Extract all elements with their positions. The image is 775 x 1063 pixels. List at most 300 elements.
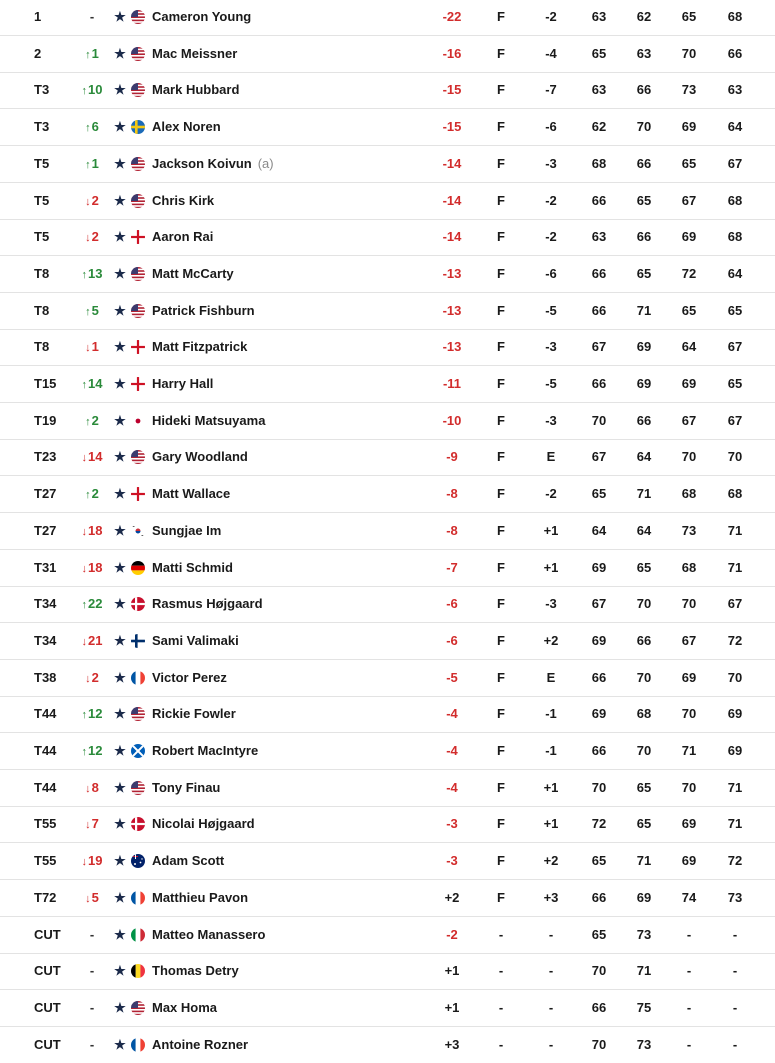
arrow-down-icon: ↓ bbox=[81, 856, 88, 869]
position-cell: T8 bbox=[34, 339, 50, 355]
round-2-score: 66 bbox=[636, 412, 652, 428]
arrow-down-icon: ↓ bbox=[81, 562, 88, 575]
star-icon[interactable]: ★ bbox=[114, 9, 126, 24]
japan-flag-icon bbox=[131, 414, 145, 428]
position-cell: CUT bbox=[34, 1036, 61, 1052]
today-score: +2 bbox=[543, 853, 559, 869]
player-row[interactable] bbox=[0, 36, 775, 72]
movement-value: 14 bbox=[88, 449, 103, 465]
player-name-text[interactable]: Sami Valimaki bbox=[152, 632, 239, 648]
position-cell: T19 bbox=[34, 412, 57, 428]
total-to-par: -3 bbox=[446, 816, 458, 832]
player-name-text[interactable]: Mark Hubbard bbox=[152, 82, 240, 98]
arrow-up-icon: ↑ bbox=[85, 122, 91, 135]
usa-flag-icon bbox=[131, 781, 145, 795]
player-name[interactable] bbox=[152, 660, 227, 696]
round-2-score: 65 bbox=[636, 265, 652, 281]
movement-value: 2 bbox=[91, 486, 99, 502]
star-icon[interactable]: ★ bbox=[114, 1036, 126, 1052]
arrow-up-icon: ↑ bbox=[85, 489, 91, 502]
round-4-score: 68 bbox=[727, 9, 743, 24]
sweden-flag-icon bbox=[131, 120, 145, 134]
player-row[interactable] bbox=[0, 843, 775, 879]
round-4-score: - bbox=[732, 999, 738, 1015]
star-icon[interactable]: ★ bbox=[114, 265, 126, 281]
round-1-score: 63 bbox=[591, 229, 607, 245]
arrow-down-icon: ↓ bbox=[81, 452, 88, 465]
round-3-score: 72 bbox=[681, 265, 697, 281]
round-1-score: 69 bbox=[591, 559, 607, 575]
player-row[interactable] bbox=[0, 623, 775, 659]
player-name[interactable] bbox=[152, 476, 230, 512]
player-name[interactable] bbox=[152, 366, 213, 402]
today-score: +2 bbox=[543, 632, 559, 648]
total-to-par: -5 bbox=[446, 669, 458, 685]
star-icon[interactable]: ★ bbox=[114, 559, 126, 575]
round-4-score: 72 bbox=[727, 632, 743, 648]
star-icon[interactable]: ★ bbox=[114, 229, 126, 245]
player-name-text[interactable]: Matt Wallace bbox=[152, 486, 231, 502]
star-icon[interactable]: ★ bbox=[114, 376, 126, 391]
player-name-text[interactable]: Adam Scott bbox=[152, 853, 225, 869]
today-score: -4 bbox=[545, 45, 557, 61]
total-to-par: -8 bbox=[446, 486, 458, 502]
player-name-text[interactable]: Mac Meissner bbox=[152, 45, 238, 61]
round-1-score: 63 bbox=[591, 9, 607, 24]
round-4-score: 63 bbox=[727, 82, 743, 98]
thru-cell: F bbox=[497, 779, 505, 795]
thru-cell: - bbox=[498, 999, 504, 1015]
player-name[interactable] bbox=[152, 293, 255, 329]
player-row[interactable] bbox=[0, 72, 775, 108]
round-2-score: 70 bbox=[636, 669, 652, 685]
today-score: -3 bbox=[545, 155, 557, 171]
position-cell: CUT bbox=[34, 926, 61, 942]
round-4-score: 67 bbox=[727, 596, 743, 612]
total-to-par: -15 bbox=[442, 119, 462, 135]
player-name[interactable] bbox=[152, 733, 258, 769]
round-2-score: 70 bbox=[636, 596, 652, 612]
thru-cell: - bbox=[498, 926, 504, 942]
player-name[interactable] bbox=[152, 1027, 248, 1063]
position-cell: T27 bbox=[34, 522, 57, 538]
movement-value: - bbox=[89, 1036, 95, 1052]
arrow-down-icon: ↓ bbox=[85, 892, 91, 905]
player-name-text[interactable]: Matt McCarty bbox=[152, 265, 234, 281]
position-cell: T55 bbox=[34, 816, 57, 832]
player-name-text[interactable]: Nicolai Højgaard bbox=[152, 816, 255, 832]
player-row[interactable] bbox=[0, 586, 775, 622]
round-3-score: - bbox=[686, 926, 692, 942]
player-name-text[interactable]: Max Homa bbox=[152, 999, 218, 1015]
movement-value: 2 bbox=[91, 669, 99, 685]
player-name[interactable] bbox=[152, 990, 217, 1026]
round-2-score: 71 bbox=[636, 853, 652, 869]
belgium-flag-icon bbox=[131, 964, 145, 978]
star-icon[interactable]: ★ bbox=[114, 999, 126, 1015]
position-cell: T27 bbox=[34, 486, 57, 502]
today-score: -1 bbox=[545, 743, 557, 758]
round-4-score: 68 bbox=[727, 229, 743, 245]
position-cell: T5 bbox=[34, 229, 50, 245]
star-icon[interactable]: ★ bbox=[114, 155, 126, 171]
round-2-score: 69 bbox=[636, 889, 652, 905]
thru-cell: F bbox=[497, 706, 505, 722]
usa-flag-icon bbox=[131, 450, 145, 464]
position-cell: T31 bbox=[34, 559, 57, 575]
germany-flag-icon bbox=[131, 561, 145, 575]
player-name[interactable] bbox=[152, 953, 239, 989]
england-flag-icon bbox=[131, 230, 145, 244]
today-score: - bbox=[548, 999, 554, 1015]
round-3-score: 69 bbox=[681, 119, 697, 135]
player-row[interactable] bbox=[0, 806, 775, 842]
round-4-score: 64 bbox=[727, 119, 743, 135]
thru-cell: - bbox=[498, 963, 504, 979]
round-1-score: 65 bbox=[591, 45, 607, 61]
movement-value: 8 bbox=[91, 779, 99, 795]
player-row[interactable] bbox=[0, 439, 775, 475]
player-name-text[interactable]: Antoine Rozner bbox=[152, 1036, 249, 1052]
star-icon[interactable]: ★ bbox=[114, 339, 126, 355]
movement-value: 2 bbox=[91, 412, 99, 428]
star-icon[interactable]: ★ bbox=[114, 82, 126, 98]
thru-cell: F bbox=[497, 192, 505, 208]
star-icon[interactable]: ★ bbox=[114, 596, 126, 612]
player-name[interactable] bbox=[152, 513, 221, 549]
position-cell: T15 bbox=[34, 376, 57, 391]
usa-flag-icon bbox=[131, 304, 145, 318]
star-icon[interactable]: ★ bbox=[114, 412, 126, 428]
total-to-par: +2 bbox=[444, 889, 460, 905]
round-3-score: 69 bbox=[681, 376, 697, 391]
star-icon[interactable]: ★ bbox=[114, 192, 126, 208]
player-name[interactable] bbox=[152, 219, 213, 255]
star-icon[interactable]: ★ bbox=[114, 816, 126, 832]
round-2-score: 66 bbox=[636, 155, 652, 171]
player-name-text[interactable]: Harry Hall bbox=[152, 376, 214, 391]
france-flag-icon bbox=[131, 671, 145, 685]
player-name[interactable] bbox=[152, 146, 274, 182]
round-3-score: 67 bbox=[681, 632, 697, 648]
star-icon[interactable]: ★ bbox=[114, 632, 126, 648]
player-name[interactable] bbox=[152, 183, 214, 219]
round-4-score: 68 bbox=[727, 192, 743, 208]
amateur-badge: (a) bbox=[257, 155, 274, 171]
movement-value: 1 bbox=[91, 339, 99, 355]
thru-cell: F bbox=[497, 82, 505, 98]
position-cell: T44 bbox=[34, 743, 57, 758]
finland-flag-icon bbox=[131, 634, 145, 648]
total-to-par: -6 bbox=[446, 632, 458, 648]
round-2-score: 64 bbox=[636, 449, 652, 465]
thru-cell: F bbox=[497, 559, 505, 575]
round-3-score: 69 bbox=[681, 229, 697, 245]
player-name-text[interactable]: Alex Noren bbox=[152, 119, 221, 135]
movement-value: 2 bbox=[91, 192, 99, 208]
player-name[interactable] bbox=[152, 917, 265, 953]
player-row[interactable] bbox=[0, 990, 775, 1026]
thru-cell: F bbox=[497, 596, 505, 612]
round-4-score: 65 bbox=[727, 376, 743, 391]
player-row[interactable] bbox=[0, 550, 775, 586]
round-3-score: 69 bbox=[681, 669, 697, 685]
round-4-score: 67 bbox=[727, 412, 743, 428]
round-4-score: 65 bbox=[727, 302, 743, 318]
player-name-text[interactable]: Hideki Matsuyama bbox=[152, 412, 266, 428]
today-score: -3 bbox=[545, 596, 557, 612]
movement-value: - bbox=[89, 926, 95, 942]
player-row[interactable] bbox=[0, 733, 775, 769]
player-name-text[interactable]: Victor Perez bbox=[152, 669, 227, 685]
player-name[interactable] bbox=[152, 623, 239, 659]
thru-cell: F bbox=[497, 45, 505, 61]
italy-flag-icon bbox=[131, 928, 145, 942]
position-cell: 2 bbox=[34, 45, 42, 61]
round-4-score: 71 bbox=[727, 779, 743, 795]
player-row[interactable] bbox=[0, 917, 775, 953]
player-row[interactable] bbox=[0, 293, 775, 329]
total-to-par: +1 bbox=[444, 963, 460, 979]
denmark-flag-icon bbox=[131, 597, 145, 611]
movement-value: 12 bbox=[88, 743, 103, 758]
movement-value: 18 bbox=[88, 559, 103, 575]
star-icon[interactable]: ★ bbox=[114, 449, 126, 465]
round-2-score: 71 bbox=[636, 486, 652, 502]
movement-value: 6 bbox=[91, 119, 99, 135]
star-icon[interactable]: ★ bbox=[114, 889, 126, 905]
movement-value: - bbox=[89, 963, 95, 979]
arrow-up-icon: ↑ bbox=[85, 48, 91, 61]
player-name[interactable] bbox=[152, 550, 233, 586]
player-row[interactable] bbox=[0, 366, 775, 402]
player-name[interactable] bbox=[152, 770, 220, 806]
player-name-text[interactable]: Chris Kirk bbox=[152, 192, 215, 208]
today-score: +1 bbox=[543, 779, 559, 795]
usa-flag-icon bbox=[131, 10, 145, 24]
today-score: +1 bbox=[543, 816, 559, 832]
player-row[interactable] bbox=[0, 476, 775, 512]
arrow-up-icon: ↑ bbox=[81, 268, 88, 281]
thru-cell: F bbox=[497, 853, 505, 869]
round-2-score: 73 bbox=[636, 1036, 652, 1052]
player-row[interactable] bbox=[0, 256, 775, 292]
player-name-text[interactable]: Robert MacIntyre bbox=[152, 743, 259, 758]
position-cell: T72 bbox=[34, 889, 57, 905]
round-4-score: 69 bbox=[727, 743, 743, 758]
round-2-score: 66 bbox=[636, 632, 652, 648]
player-row[interactable] bbox=[0, 403, 775, 439]
today-score: -3 bbox=[545, 339, 557, 355]
round-1-score: 67 bbox=[591, 449, 607, 465]
player-name[interactable] bbox=[152, 329, 247, 365]
round-1-score: 67 bbox=[591, 596, 607, 612]
total-to-par: -14 bbox=[442, 229, 462, 245]
round-1-score: 65 bbox=[591, 926, 607, 942]
star-icon[interactable]: ★ bbox=[114, 743, 126, 758]
player-row[interactable] bbox=[0, 329, 775, 365]
round-3-score: 68 bbox=[681, 486, 697, 502]
round-1-score: 65 bbox=[591, 853, 607, 869]
round-3-score: 67 bbox=[681, 412, 697, 428]
round-2-score: 65 bbox=[636, 816, 652, 832]
player-name-text[interactable]: Sungjae Im bbox=[152, 522, 222, 538]
thru-cell: F bbox=[497, 743, 505, 758]
star-icon[interactable]: ★ bbox=[114, 522, 126, 538]
usa-flag-icon bbox=[131, 83, 145, 97]
total-to-par: -13 bbox=[442, 339, 462, 355]
movement-value: 12 bbox=[88, 706, 103, 722]
thru-cell: F bbox=[497, 265, 505, 281]
total-to-par: -15 bbox=[442, 82, 462, 98]
position-cell: T3 bbox=[34, 82, 50, 98]
thru-cell: F bbox=[497, 889, 505, 905]
player-row[interactable] bbox=[0, 953, 775, 989]
thru-cell: F bbox=[497, 9, 505, 24]
player-name-text[interactable]: Matteo Manassero bbox=[152, 926, 266, 942]
round-3-score: - bbox=[686, 963, 692, 979]
round-3-score: 73 bbox=[681, 82, 697, 98]
round-4-score: 73 bbox=[727, 889, 743, 905]
movement-value: 14 bbox=[88, 376, 103, 391]
thru-cell: - bbox=[498, 1036, 504, 1052]
star-icon[interactable]: ★ bbox=[114, 119, 126, 135]
player-row[interactable] bbox=[0, 696, 775, 732]
player-name[interactable] bbox=[152, 0, 251, 35]
star-icon[interactable]: ★ bbox=[114, 853, 126, 869]
player-name-text[interactable]: Tony Finau bbox=[152, 779, 221, 795]
player-name-text[interactable]: Rickie Fowler bbox=[152, 706, 236, 722]
player-row[interactable] bbox=[0, 660, 775, 696]
star-icon[interactable]: ★ bbox=[114, 669, 126, 685]
star-icon[interactable]: ★ bbox=[114, 779, 126, 795]
thru-cell: F bbox=[497, 486, 505, 502]
player-name-text[interactable]: Gary Woodland bbox=[152, 449, 248, 465]
player-name[interactable] bbox=[152, 880, 248, 916]
round-3-score: 70 bbox=[681, 596, 697, 612]
usa-flag-icon bbox=[131, 1001, 145, 1015]
player-name[interactable] bbox=[152, 696, 236, 732]
round-1-score: 67 bbox=[591, 339, 607, 355]
player-row[interactable] bbox=[0, 0, 775, 35]
star-icon[interactable]: ★ bbox=[114, 302, 126, 318]
today-score: +3 bbox=[543, 889, 559, 905]
total-to-par: -2 bbox=[446, 926, 458, 942]
player-name-text[interactable]: Cameron Young bbox=[152, 9, 252, 24]
star-icon[interactable]: ★ bbox=[114, 486, 126, 502]
player-row[interactable] bbox=[0, 219, 775, 255]
star-icon[interactable]: ★ bbox=[114, 963, 126, 979]
movement-value: 19 bbox=[88, 853, 103, 869]
movement-value: - bbox=[89, 9, 95, 24]
thru-cell: F bbox=[497, 449, 505, 465]
player-name[interactable] bbox=[152, 806, 255, 842]
round-2-score: 75 bbox=[636, 999, 652, 1015]
movement-value: 18 bbox=[88, 522, 103, 538]
thru-cell: F bbox=[497, 816, 505, 832]
round-1-score: 66 bbox=[591, 376, 607, 391]
star-icon[interactable]: ★ bbox=[114, 706, 126, 722]
player-name-text[interactable]: Aaron Rai bbox=[152, 229, 214, 245]
total-to-par: -4 bbox=[446, 706, 458, 722]
player-row[interactable] bbox=[0, 513, 775, 549]
star-icon[interactable]: ★ bbox=[114, 45, 126, 61]
today-score: - bbox=[548, 1036, 554, 1052]
round-2-score: 73 bbox=[636, 926, 652, 942]
total-to-par: -10 bbox=[442, 412, 462, 428]
player-name-text[interactable]: Patrick Fishburn bbox=[152, 302, 255, 318]
total-to-par: -9 bbox=[446, 449, 458, 465]
position-cell: T5 bbox=[34, 155, 50, 171]
player-name[interactable] bbox=[152, 439, 248, 475]
position-cell: T38 bbox=[34, 669, 57, 685]
player-row[interactable] bbox=[0, 1027, 775, 1063]
usa-flag-icon bbox=[131, 267, 145, 281]
player-name[interactable] bbox=[152, 403, 265, 439]
player-name-text[interactable]: Rasmus Højgaard bbox=[152, 596, 263, 612]
today-score: -2 bbox=[545, 486, 557, 502]
total-to-par: -16 bbox=[442, 45, 462, 61]
player-name-text[interactable]: Thomas Detry bbox=[152, 963, 239, 979]
star-icon[interactable]: ★ bbox=[114, 926, 126, 942]
player-name-text[interactable]: Jackson Koivun bbox=[152, 155, 252, 171]
round-4-score: 70 bbox=[727, 449, 743, 465]
thru-cell: F bbox=[497, 669, 505, 685]
round-2-score: 70 bbox=[636, 119, 652, 135]
round-1-score: 68 bbox=[591, 155, 607, 171]
today-score: -1 bbox=[545, 706, 557, 722]
round-1-score: 69 bbox=[591, 632, 607, 648]
arrow-up-icon: ↑ bbox=[81, 599, 88, 612]
player-name-text[interactable]: Matthieu Pavon bbox=[152, 889, 249, 905]
player-name-text[interactable]: Matti Schmid bbox=[152, 559, 233, 575]
player-name[interactable] bbox=[152, 256, 234, 292]
thru-cell: F bbox=[497, 522, 505, 538]
player-name-text[interactable]: Matt Fitzpatrick bbox=[152, 339, 248, 355]
total-to-par: -14 bbox=[442, 155, 462, 171]
position-cell: T34 bbox=[34, 596, 57, 612]
position-cell: T23 bbox=[34, 449, 57, 465]
player-row[interactable] bbox=[0, 880, 775, 916]
round-1-score: 66 bbox=[591, 669, 607, 685]
player-row[interactable] bbox=[0, 109, 775, 145]
player-name[interactable] bbox=[152, 843, 224, 879]
round-1-score: 64 bbox=[591, 522, 607, 538]
player-name[interactable] bbox=[152, 36, 237, 72]
total-to-par: +3 bbox=[444, 1036, 460, 1052]
round-2-score: 63 bbox=[636, 45, 652, 61]
movement-value: 22 bbox=[88, 596, 103, 612]
player-row[interactable] bbox=[0, 183, 775, 219]
round-1-score: 70 bbox=[591, 412, 607, 428]
round-1-score: 66 bbox=[591, 192, 607, 208]
player-name[interactable] bbox=[152, 109, 221, 145]
arrow-up-icon: ↑ bbox=[81, 709, 88, 722]
position-cell: T5 bbox=[34, 192, 50, 208]
today-score: +1 bbox=[543, 559, 559, 575]
total-to-par: -6 bbox=[446, 596, 458, 612]
player-name[interactable] bbox=[152, 72, 239, 108]
round-2-score: 65 bbox=[636, 779, 652, 795]
arrow-up-icon: ↑ bbox=[85, 305, 91, 318]
player-row[interactable] bbox=[0, 146, 775, 182]
player-name[interactable] bbox=[152, 586, 263, 622]
round-2-score: 66 bbox=[636, 229, 652, 245]
arrow-down-icon: ↓ bbox=[85, 672, 91, 685]
australia-flag-icon bbox=[131, 854, 145, 868]
thru-cell: F bbox=[497, 155, 505, 171]
player-row[interactable] bbox=[0, 770, 775, 806]
